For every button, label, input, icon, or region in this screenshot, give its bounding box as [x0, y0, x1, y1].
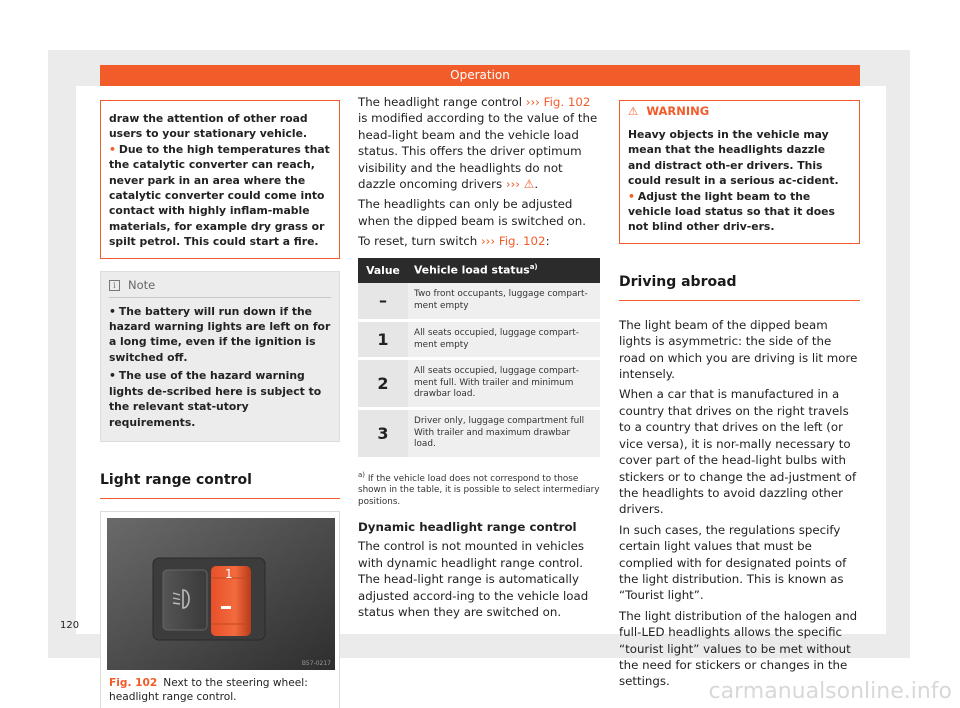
value-cell: – — [358, 283, 408, 321]
dynamic-range-text: The control is not mounted in vehicles with dynamic headlight range control. The head-light range is automatically adjusted accord-ing to the vehicle load status when they are switched on. — [358, 539, 589, 619]
header-load-status: Vehicle load status$^{a)}$ — [408, 258, 600, 283]
table-footnote: $^{a)}$ If the vehicle load does not correspond to those shown in the table, it is possible to select intermediary positions. — [358, 470, 600, 507]
warning-body — [620, 121, 859, 243]
note-bullet-1: • The battery will run down if the hazard warning lights are left on for a long time, even if the ignition is switched off. — [109, 304, 331, 364]
desc-cell: Driver only, luggage compartment full With trailer and maximum drawbar load. — [408, 409, 600, 459]
warning-triangle-icon: ⚠ — [523, 177, 535, 192]
value-cell: 2 — [358, 359, 408, 409]
warning-intro: draw the attention of other road users to your stationary vehicle. — [109, 112, 308, 141]
fig-102-link-2[interactable]: ››› Fig. 102 — [480, 234, 546, 249]
dynamic-range-title: Dynamic headlight range control — [358, 520, 577, 535]
warning-continuation-box — [100, 100, 340, 259]
paragraph-reset: To reset, turn switch ››› Fig. 102: — [358, 234, 550, 249]
info-icon: i — [109, 280, 120, 291]
paragraph-abroad-2: When a car that is manufactured in a country that drives on the right travels to a country that drives on the left (or vice versa), it is nor-mally necessary to cover part of the head-light bulbs with stickers or to change the ad-justment of the headlights to avoid dazzling other drivers. — [619, 387, 857, 517]
desc-cell: All seats occupied, luggage compart-ment empty — [408, 321, 600, 359]
warning-box — [619, 100, 860, 244]
column-right — [619, 94, 860, 690]
bullet-icon: • — [628, 189, 635, 203]
figure-caption: Fig. 102 Next to the steering wheel: headlight range control. — [109, 676, 308, 703]
warning-bullet: • Adjust the light beam to the vehicle load status so that it does not blind other driv-ers. — [628, 189, 835, 234]
warning-bullet: • Due to the high temperatures that the catalytic converter can reach, never park in an area where the catalytic converter could come into contact with highly inflam-mable materials, for example dry grass or spilt petrol. This could start a fire. — [109, 142, 330, 249]
warning-triangle-icon: ⚠ — [628, 104, 639, 118]
warning-header: ⚠ WARNING — [628, 104, 710, 118]
bullet-icon: • — [109, 304, 116, 318]
value-cell: 1 — [358, 321, 408, 359]
note-box — [100, 271, 340, 442]
headlight-range-control-image — [107, 518, 335, 670]
header-value: Value — [358, 258, 408, 283]
fig-102-link[interactable]: ››› Fig. 102 — [525, 95, 591, 109]
paragraph-abroad-3: In such cases, the regulations specify certain light values that must be complied with for designated points of the light distribution. This is known as “Tourist light”. — [619, 522, 847, 603]
image-code: B57-0217 — [301, 659, 331, 667]
value-cell: 3 — [358, 409, 408, 459]
column-middle — [358, 94, 600, 620]
watermark: carmanualsonline.info — [708, 679, 952, 704]
figure-102 — [100, 511, 340, 708]
note-header: i Note — [109, 272, 331, 298]
note-bullet-2: • The use of the hazard warning lights de-scribed here is subject to the relevant stat-utory requirements. — [109, 369, 322, 429]
table-row — [358, 283, 600, 321]
section-title-driving-abroad: Driving abroad — [619, 274, 860, 301]
chapter-header: Operation — [100, 65, 860, 86]
desc-cell: Two front occupants, luggage compart-ment empty — [408, 283, 600, 321]
paragraph-range-control: The headlight range control ››› Fig. 102 is modified according to the value of the head-light beam and the vehicle load status. This offers the driver optimum visibility and the headlights do not dazzle oncoming drivers ››› ⚠. — [358, 95, 598, 192]
paragraph-abroad-4: The light distribution of the halogen and full-LED headlights allows the specific “tourist light” values to be met without the need for stickers or changes in the settings. — [619, 608, 858, 689]
table-row — [358, 359, 600, 409]
column-left — [100, 94, 340, 708]
desc-cell: All seats occupied, luggage compart-ment full. With trailer and minimum drawbar load. — [408, 359, 600, 409]
bullet-icon: • — [109, 369, 116, 383]
section-title-light-range: Light range control — [100, 472, 340, 499]
paragraph-dipped-beam: The headlights can only be adjusted when the dipped beam is switched on. — [358, 197, 586, 228]
page-number: 120 — [60, 620, 80, 631]
table-row — [358, 321, 600, 359]
warning-text: Heavy objects in the vehicle may mean that the headlights dazzle and distract oth-er drivers. This could result in a serious ac-cident. — [628, 128, 839, 188]
warning-link-arrow[interactable]: ››› — [505, 177, 521, 192]
svg-text:1: 1 — [225, 566, 233, 581]
headlight-switch-illustration — [107, 518, 335, 670]
load-status-table — [358, 258, 600, 460]
table-row — [358, 409, 600, 459]
table-header-row — [358, 258, 600, 283]
paragraph-abroad-1: The light beam of the dipped beam lights is asymmetric: the side of the road on which you are driving is lit more intensely. — [619, 317, 858, 382]
bullet-icon: • — [109, 142, 116, 156]
